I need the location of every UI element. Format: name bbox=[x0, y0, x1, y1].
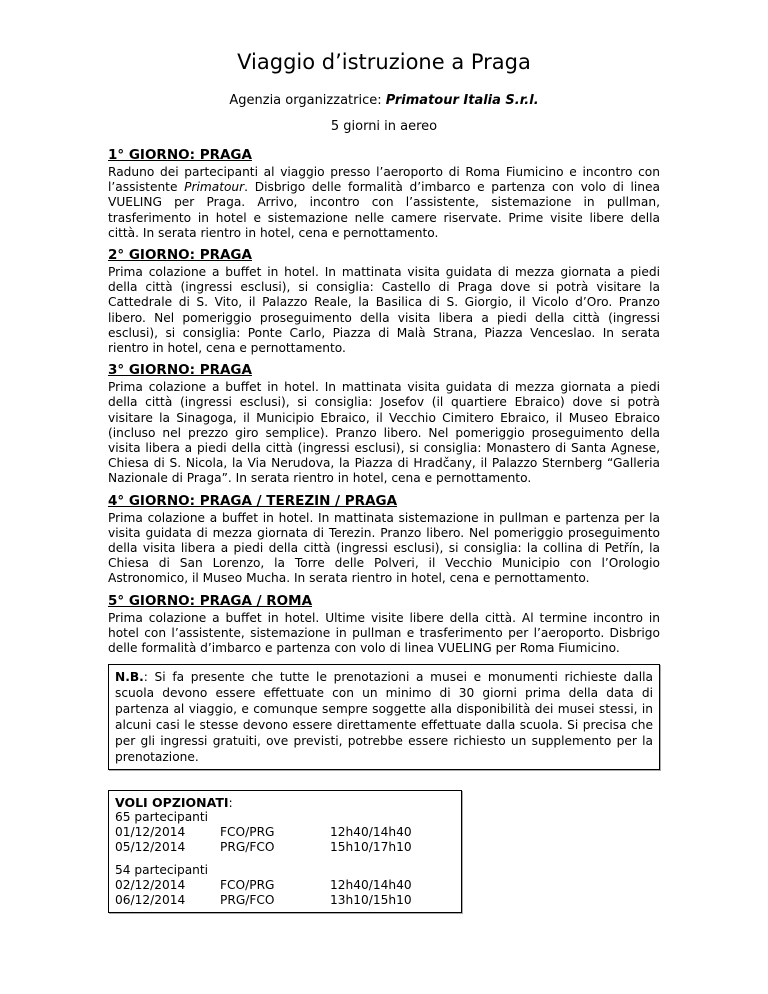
flight-row bbox=[115, 825, 455, 840]
agency-name: Primatour Italia S.r.l. bbox=[385, 93, 539, 108]
day-3-heading: 3° GIORNO: PRAGA bbox=[108, 362, 252, 379]
day-1-text-part: Raduno dei partecipanti al viaggio presso l’aeroporto di Roma Fiumicino e incontro con l’assistente bbox=[108, 165, 660, 195]
flight-row bbox=[115, 893, 455, 908]
flights-title bbox=[115, 795, 455, 810]
flight-route: PRG/FCO bbox=[220, 840, 275, 855]
participants-count: 54 partecipanti bbox=[115, 863, 209, 878]
note-body: : Si fa presente che tutte le prenotazioni a musei e monumenti richieste dalla scuola devono essere effettuate con un minimo di 30 giorni prima della data di partenza al viaggio, e comunque sempre soggette alla disponibilità dei musei stessi, in alcuni casi le stesse devono essere direttamente effettuate dalla scuola. Si precisa che per gli ingressi gratuiti, ove previsti, potrebbe essere richiesto un supplemento per la prenotazione. bbox=[115, 670, 653, 765]
flights-box bbox=[108, 790, 462, 913]
note-box bbox=[108, 664, 660, 770]
flight-group-2 bbox=[115, 863, 455, 908]
agency-line bbox=[108, 92, 660, 110]
day-3-section bbox=[108, 361, 660, 486]
day-5-heading: 5° GIORNO: PRAGA / ROMA bbox=[108, 592, 313, 609]
trip-duration: 5 giorni in aereo bbox=[330, 119, 438, 134]
flight-time: 15h10/17h10 bbox=[330, 840, 412, 855]
flight-date: 01/12/2014 bbox=[115, 825, 186, 840]
day-1-heading: 1° GIORNO: PRAGA bbox=[108, 147, 252, 163]
flights-title-colon: : bbox=[228, 795, 233, 811]
note-text bbox=[115, 669, 653, 765]
flight-group-1 bbox=[115, 810, 455, 855]
flight-route: PRG/FCO bbox=[220, 893, 275, 908]
flight-row bbox=[115, 878, 455, 893]
flight-route: FCO/PRG bbox=[220, 878, 275, 893]
flight-route: FCO/PRG bbox=[220, 825, 275, 840]
day-4-heading: 4° GIORNO: PRAGA / TEREZIN / PRAGA bbox=[108, 492, 398, 509]
day-4-section bbox=[108, 492, 660, 587]
flights-title-text: VOLI OPZIONATI bbox=[115, 795, 229, 811]
day-1-text-part: . Disbrigo delle formalità d’imbarco e partenza con volo di linea VUELING per Praga. Arrivo, incontro con l’assistente, sistemazione in pullman, trasferimento in hotel e sistemazione nelle camere riservate. Prime visite libere della città. In serata rientro in hotel, cena e pernottamento. bbox=[108, 180, 660, 240]
day-3-text: Prima colazione a buffet in hotel. In mattinata visita guidata di mezza giornata a piedi della città (ingressi esclusi), si consiglia: Josefov (il quartiere Ebraico) dove si potrà visitare la Sinagoga, il Municipio Ebraico, il Vecchio Cimitero Ebraico, il Museo Ebraico (incluso nel prezzo giro semplice). Pranzo libero. Nel pomeriggio proseguimento della visita libera a piedi della città (ingressi esclusi), si consiglia: Monastero di Santa Agnese, Chiesa di S. Nicola, la Via Nerudova, la Piazza di Hradčany, il Palazzo Sternberg “Galleria Nazionale di Praga”. In serata rientro in hotel, cena e pernottamento. bbox=[108, 380, 660, 486]
flight-row bbox=[115, 840, 455, 855]
day-1-text bbox=[108, 165, 660, 241]
document-page bbox=[108, 48, 660, 913]
participants-count: 65 partecipanti bbox=[115, 810, 209, 825]
day-5-text: Prima colazione a buffet in hotel. Ultime visite libere della città. Al termine incontro in hotel con l’assistente, sistemazione in pullman e trasferimento per l’aeroporto. Disbrigo delle formalità d’imbarco e partenza con volo di linea VUELING per Roma Fiumicino. bbox=[108, 610, 660, 656]
flight-date: 05/12/2014 bbox=[115, 840, 186, 855]
flight-time: 13h10/15h10 bbox=[330, 893, 412, 908]
day-2-heading: 2° GIORNO: PRAGA bbox=[108, 247, 252, 264]
day-4-text: Prima colazione a buffet in hotel. In mattinata sistemazione in pullman e partenza per la visita guidata di mezza giornata di Terezin. Pranzo libero. Nel pomeriggio proseguimento della visita libera a piedi della città (ingressi esclusi), si consiglia: la collina di Petřín, la Chiesa di San Lorenzo, la Torre delle Polveri, il Vecchio Municipio con l’Orologio Astronomico, il Museo Mucha. In serata rientro in hotel, cena e pernottamento. bbox=[108, 510, 660, 586]
flight-date: 02/12/2014 bbox=[115, 878, 186, 893]
day-2-section bbox=[108, 246, 660, 356]
day-2-text: Prima colazione a buffet in hotel. In mattinata visita guidata di mezza giornata a piedi della città (ingressi esclusi), si consiglia: Castello di Praga dove si potrà visitare la Cattedrale di S. Vito, il Palazzo Reale, la Basilica di S. Giorgio, il Vicolo d’Oro. Pranzo libero. Nel pomeriggio proseguimento della visita libera a piedi della città (ingressi esclusi), si consiglia: Ponte Carlo, Piazza di Malà Strana, Piazza Venceslao. In serata rientro in hotel, cena e pernottamento. bbox=[108, 265, 660, 356]
flight-time: 12h40/14h40 bbox=[330, 878, 412, 893]
day-1-section bbox=[108, 146, 660, 241]
day-1-text-italic: Primatour bbox=[184, 180, 245, 195]
flight-date: 06/12/2014 bbox=[115, 893, 186, 908]
day-5-section bbox=[108, 592, 660, 657]
document-title: Viaggio d’istruzione a Praga bbox=[237, 50, 531, 74]
agency-label: Agenzia organizzatrice: bbox=[229, 93, 386, 108]
flight-time: 12h40/14h40 bbox=[330, 825, 412, 840]
note-label: N.B. bbox=[115, 670, 144, 685]
